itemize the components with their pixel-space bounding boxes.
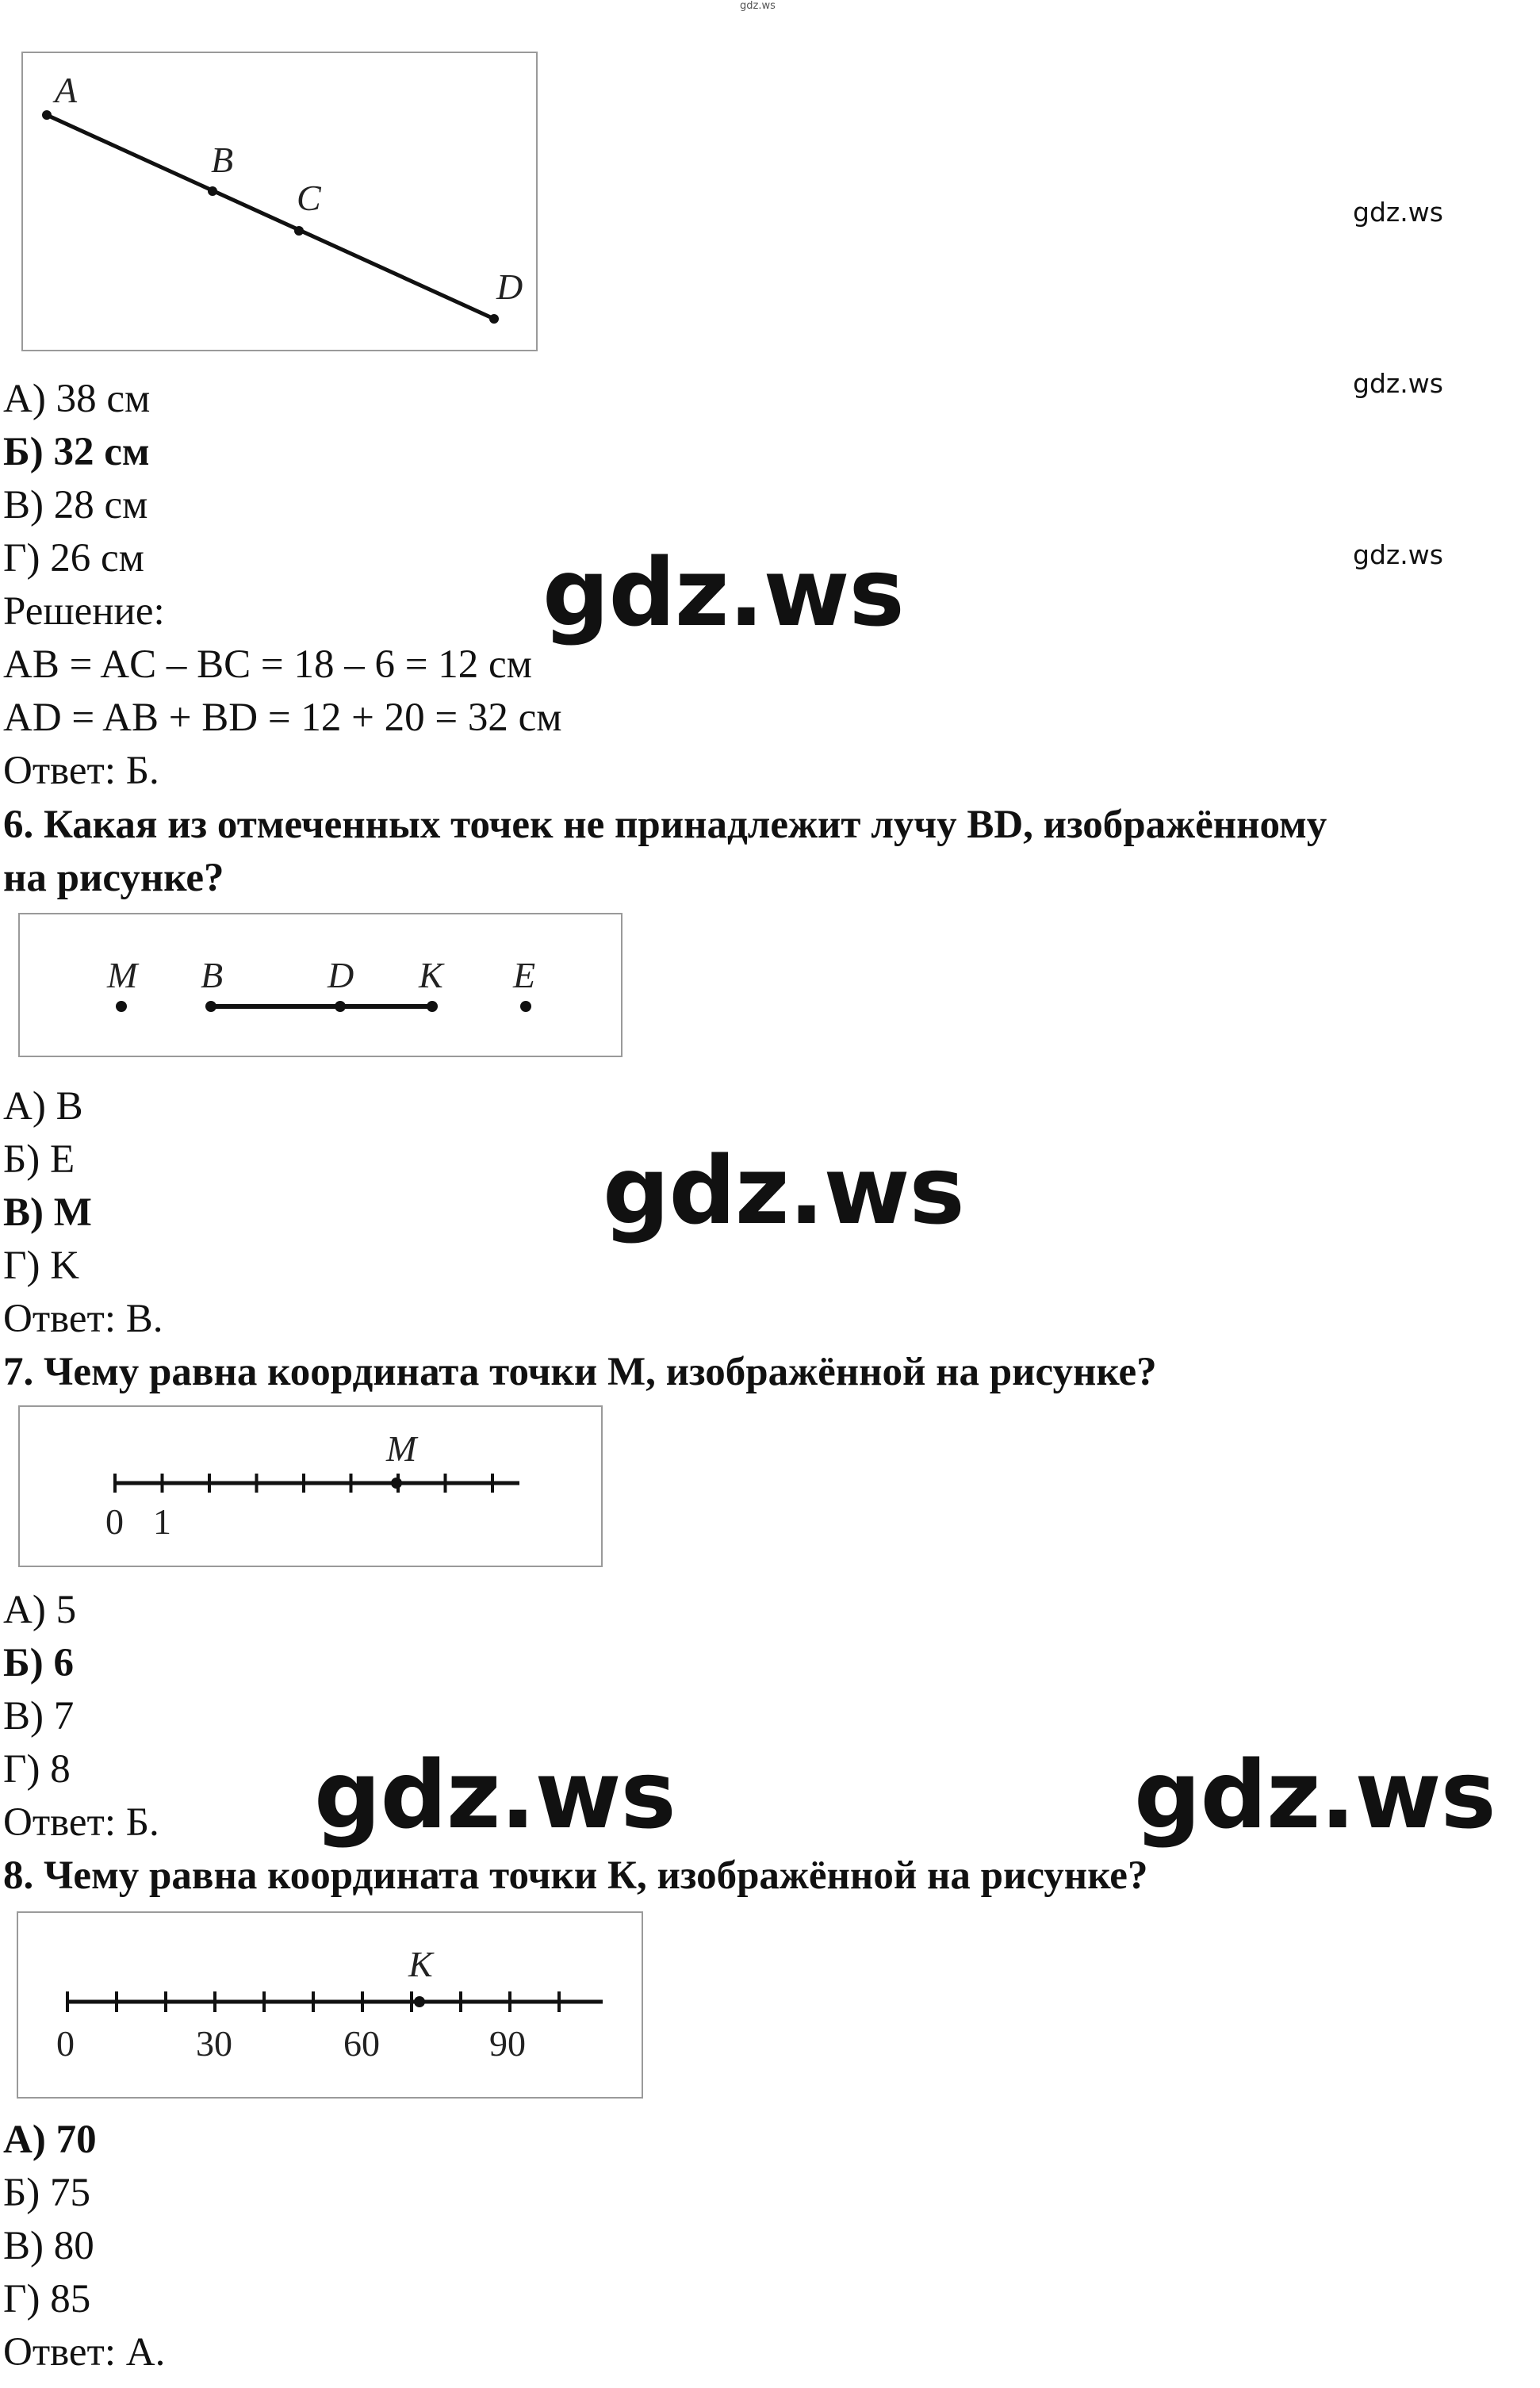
q5-option-b-correct: Б) 32 см bbox=[3, 430, 150, 474]
watermark-small-3: gdz.ws bbox=[1353, 539, 1443, 570]
q8-option-g: Г) 85 bbox=[3, 2277, 91, 2321]
label-d: D bbox=[328, 955, 354, 995]
figure-ray-bd bbox=[18, 913, 623, 1057]
q8-question: 8. Чему равна координата точки К, изображённой на рисунке? bbox=[3, 1853, 1148, 1898]
tick-label-0: 0 bbox=[105, 1501, 124, 1542]
q5-solution-label: Решение: bbox=[3, 589, 165, 634]
q7-option-g: Г) 8 bbox=[3, 1747, 71, 1792]
q5-step-1: AB = AC – BC = 18 – 6 = 12 см bbox=[3, 642, 532, 687]
q8-option-v: В) 80 bbox=[3, 2224, 94, 2268]
point-m bbox=[116, 1001, 127, 1012]
q6-option-v-correct: В) M bbox=[3, 1190, 92, 1235]
label-a: A bbox=[55, 70, 78, 110]
watermark-big-2: gdz.ws bbox=[603, 1136, 964, 1245]
tick-label-90: 90 bbox=[489, 2023, 526, 2064]
q8-answer: Ответ: А. bbox=[3, 2330, 166, 2375]
q6-question-line-1: 6. Какая из отмеченных точек не принадлежит лучу BD, изображённому bbox=[3, 803, 1327, 847]
q7-option-a: А) 5 bbox=[3, 1588, 77, 1632]
tick-label-30: 30 bbox=[196, 2023, 232, 2064]
q5-answer: Ответ: Б. bbox=[3, 749, 159, 793]
watermark-top: gdz.ws bbox=[740, 0, 776, 12]
point-c bbox=[294, 226, 304, 236]
point-k bbox=[427, 1001, 438, 1012]
figure-number-line-m-svg bbox=[20, 1407, 601, 1566]
q6-option-g: Г) K bbox=[3, 1244, 80, 1288]
watermark-small-1: gdz.ws bbox=[1353, 197, 1443, 228]
point-m bbox=[391, 1478, 402, 1489]
figure-number-line-k bbox=[17, 1911, 643, 2099]
q5-option-v: В) 28 см bbox=[3, 483, 148, 527]
q8-option-b: Б) 75 bbox=[3, 2171, 91, 2215]
tick-label-0: 0 bbox=[56, 2023, 75, 2064]
point-a bbox=[42, 110, 52, 120]
figure-number-line-k-svg bbox=[18, 1913, 642, 2097]
point-d bbox=[489, 314, 499, 324]
q7-question: 7. Чему равна координата точки М, изображённой на рисунке? bbox=[3, 1350, 1157, 1394]
label-b: B bbox=[201, 955, 224, 995]
segment-ad bbox=[47, 115, 494, 319]
q6-option-b: Б) E bbox=[3, 1137, 75, 1182]
label-d: D bbox=[496, 266, 523, 307]
label-m: M bbox=[107, 955, 138, 995]
q6-answer: Ответ: В. bbox=[3, 1297, 163, 1341]
watermark-big-3: gdz.ws bbox=[314, 1740, 676, 1849]
q5-step-2: AD = AB + BD = 12 + 20 = 32 см bbox=[3, 696, 562, 740]
point-k bbox=[414, 1996, 425, 2007]
q7-answer: Ответ: Б. bbox=[3, 1800, 159, 1845]
label-e: E bbox=[513, 955, 536, 995]
watermark-small-2: gdz.ws bbox=[1353, 368, 1443, 399]
label-m: M bbox=[386, 1428, 417, 1469]
label-k: K bbox=[419, 955, 443, 995]
watermark-big-4: gdz.ws bbox=[1134, 1740, 1496, 1849]
label-b: B bbox=[211, 140, 234, 180]
figure-segment-abcd-svg bbox=[23, 53, 536, 350]
q7-option-b-correct: Б) 6 bbox=[3, 1641, 74, 1685]
watermark-big-1: gdz.ws bbox=[542, 538, 904, 647]
label-c: C bbox=[297, 178, 321, 218]
q7-option-v: В) 7 bbox=[3, 1694, 75, 1738]
q6-question-line-2: на рисунке? bbox=[3, 856, 224, 900]
point-e bbox=[520, 1001, 531, 1012]
q8-option-a-correct: А) 70 bbox=[3, 2118, 97, 2162]
q5-option-g: Г) 26 см bbox=[3, 536, 144, 581]
figure-number-line-m bbox=[18, 1405, 603, 1567]
tick-label-1: 1 bbox=[153, 1501, 171, 1542]
figure-segment-abcd bbox=[21, 52, 538, 351]
figure-ray-bd-svg bbox=[20, 914, 621, 1056]
point-b bbox=[208, 186, 217, 196]
q6-option-a: А) B bbox=[3, 1084, 83, 1129]
q5-option-a: А) 38 см bbox=[3, 377, 151, 421]
point-d bbox=[335, 1001, 346, 1012]
tick-label-60: 60 bbox=[343, 2023, 380, 2064]
point-b bbox=[205, 1001, 216, 1012]
label-k: K bbox=[408, 1944, 433, 1984]
